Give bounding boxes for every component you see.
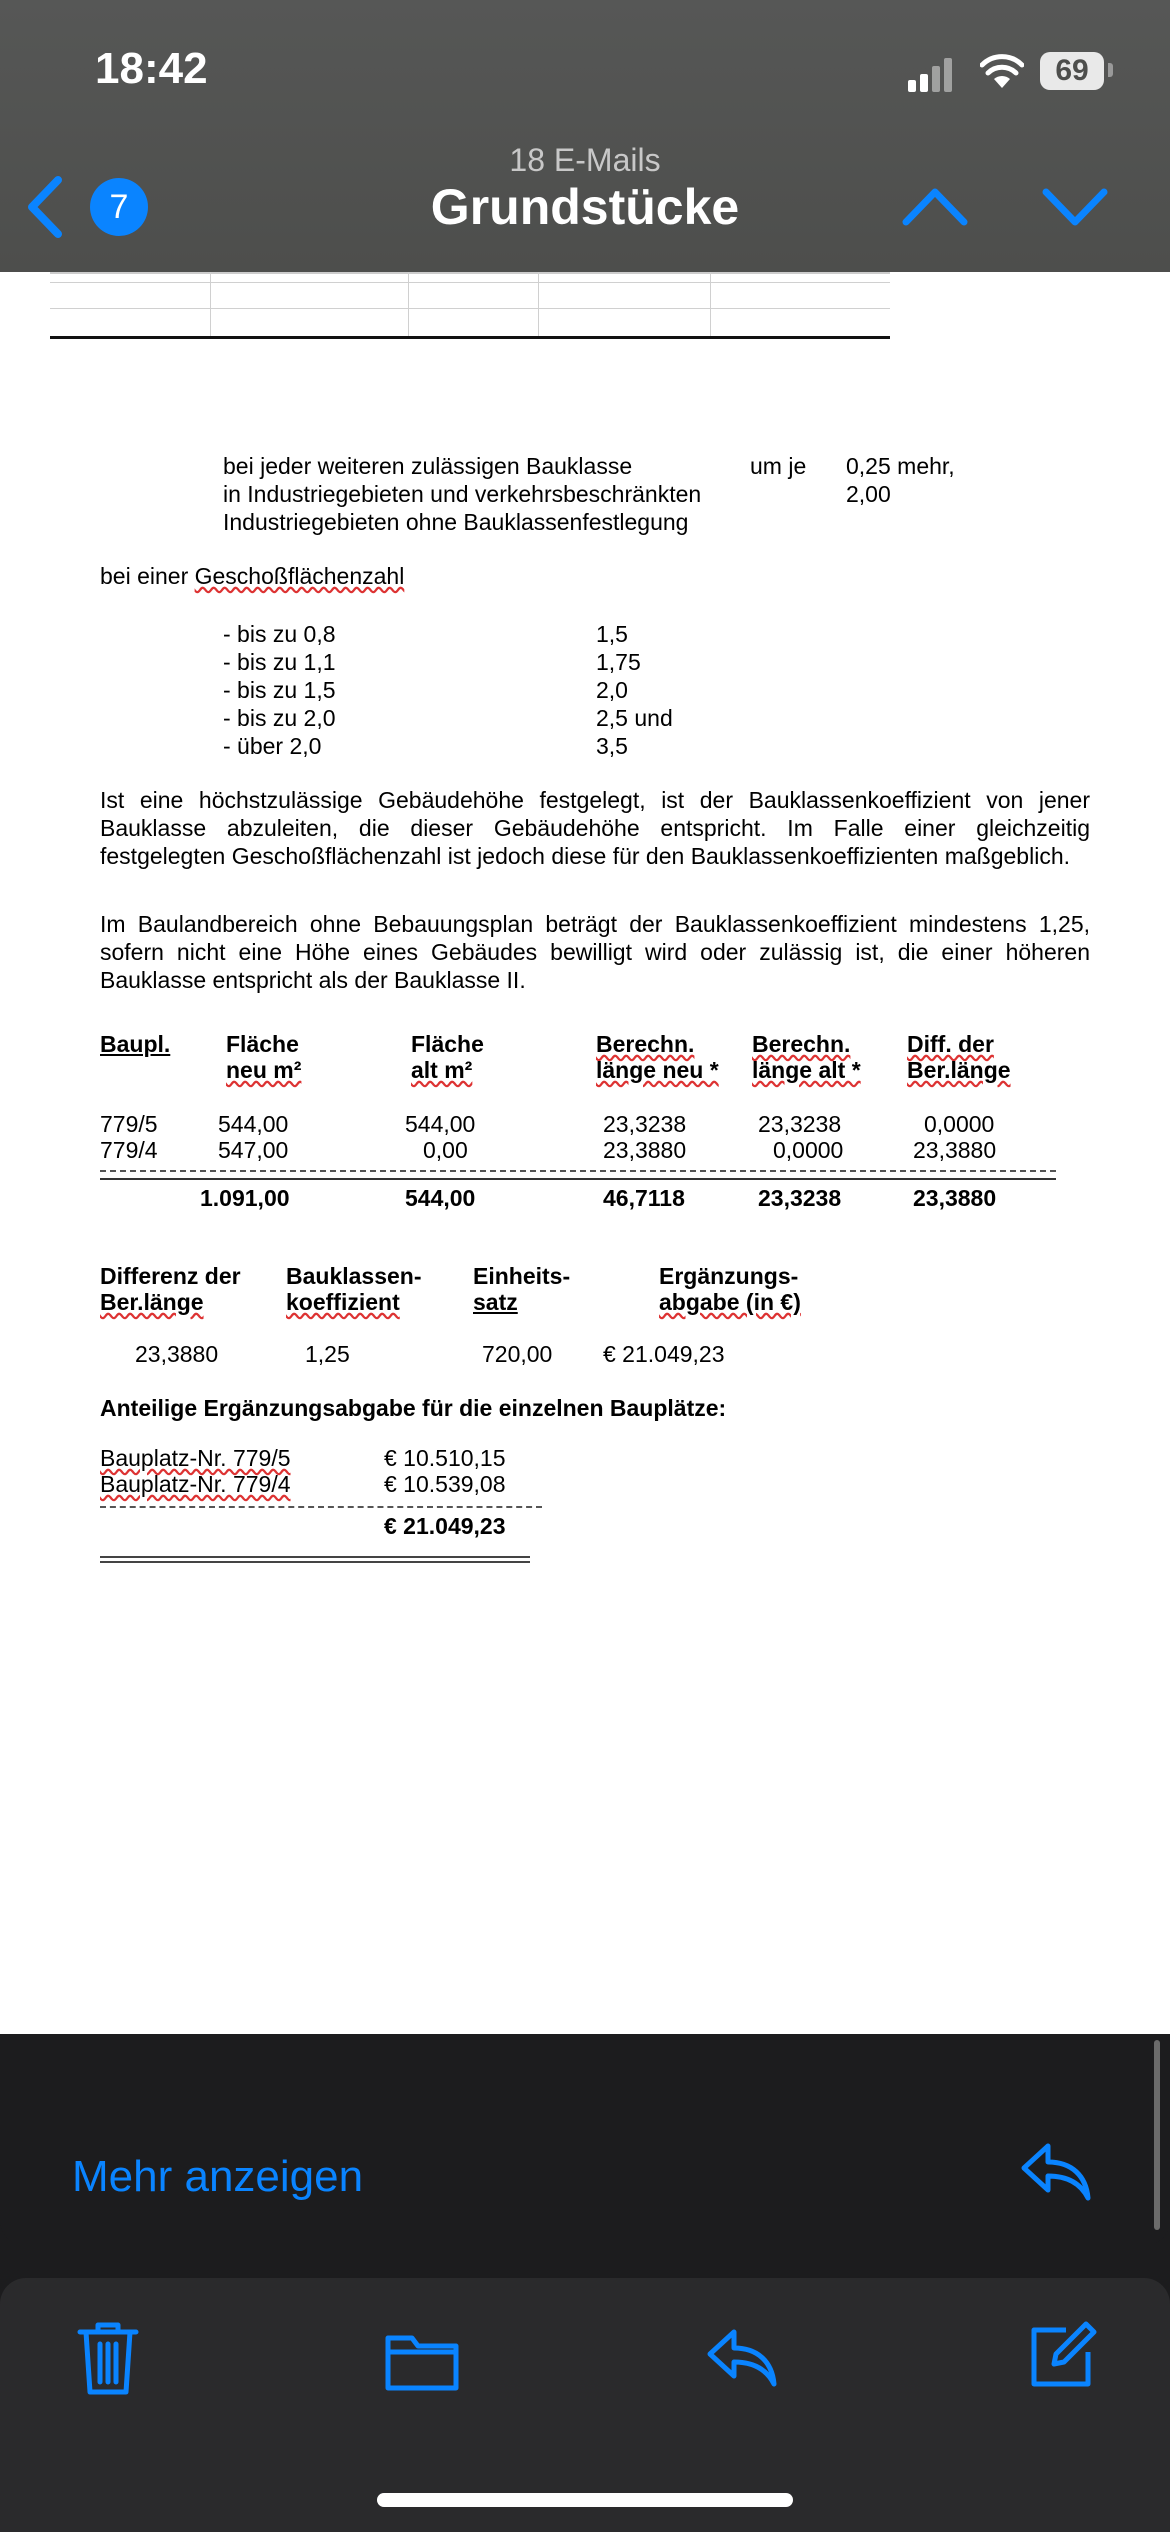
table1-header-baupl: Baupl. — [100, 1031, 171, 1057]
paragraph-baulandbereich: Im Baulandbereich ohne Bebauungsplan beträgt der Bauklassenkoeffizient mindestens 1,25, sofern nicht eine Höhe eines Gebäudes bewilligt wird oder zulässig ist, die einer höheren Bauklasse entspricht als der Bauklasse II. — [100, 911, 1090, 993]
table-col-rule — [210, 272, 211, 336]
bauklasse-value-2: 2,00 — [846, 481, 891, 507]
gfz-item-label: - bis zu 1,1 — [223, 649, 336, 675]
table1-dashed-rule — [100, 1170, 1056, 1172]
gfz-item-value: 2,0 — [596, 677, 628, 703]
gfz-item-value: 1,75 — [596, 649, 641, 675]
table1-cell: 23,3880 — [913, 1137, 997, 1163]
gfz-intro — [100, 562, 404, 590]
table1-cell: 779/4 — [100, 1137, 158, 1163]
table1-cell: 547,00 — [218, 1137, 289, 1163]
table-col-rule — [408, 272, 409, 336]
battery-tip — [1108, 63, 1113, 77]
table1-cell: 544,00 — [405, 1111, 476, 1137]
table2-value: € 21.049,23 — [603, 1341, 725, 1367]
wifi-icon — [980, 52, 1024, 90]
paragraph-gebaeudehoehe: Ist eine höchstzulässige Gebäudehöhe festgelegt, ist der Bauklassenkoeffizient von jener Bauklasse abzuleiten, die dieser Gebäudehöhe entspricht. Im Falle einer gleichzeitig festgelegten Geschoßflächenzahl ist jedoch diese für den Bauklassenkoeffizienten maßgeblich. — [100, 787, 1090, 869]
compose-icon[interactable] — [1026, 2320, 1098, 2392]
show-more-link[interactable]: Mehr anzeigen — [72, 2152, 364, 2201]
gfz-item-label: - bis zu 1,5 — [223, 677, 336, 703]
table1-total: 46,7118 — [603, 1185, 685, 1211]
table1-header-flaeche-neu-2: neu m² — [226, 1057, 302, 1083]
table-col-rule — [710, 272, 711, 336]
table-rule — [50, 272, 890, 274]
reply-icon[interactable] — [704, 2326, 780, 2390]
page-title: Grundstücke — [430, 179, 740, 235]
gfz-item-label: - bis zu 0,8 — [223, 621, 336, 647]
table-bottom-rule — [50, 336, 890, 339]
table1-cell: 23,3238 — [758, 1111, 842, 1137]
gfz-intro-word: Geschoßflächenzahl — [194, 563, 405, 589]
table2-value: 720,00 — [482, 1341, 553, 1367]
table2-header-3b: satz — [473, 1289, 518, 1315]
table2-header-4b: abgabe (in €) — [659, 1289, 801, 1315]
table2-value: 23,3880 — [135, 1341, 219, 1367]
cellular-signal-icon — [908, 54, 956, 92]
table1-header-diff-1: Diff. der — [907, 1031, 994, 1057]
table-rule — [50, 282, 890, 283]
table2-header-4a: Ergänzungs- — [659, 1263, 799, 1289]
battery-indicator: 69 — [1040, 52, 1104, 90]
status-time: 18:42 — [95, 44, 208, 93]
table1-header-laenge-alt-1: Berechn. — [752, 1031, 851, 1057]
more-bar — [0, 2034, 1170, 2246]
table-col-rule — [538, 272, 539, 336]
bauklasse-value-1: 0,25 mehr, — [846, 453, 955, 479]
table2-header-3a: Einheits- — [473, 1263, 571, 1289]
bauklasse-umje: um je — [750, 453, 807, 479]
reply-icon[interactable] — [1018, 2140, 1094, 2204]
table2-header-1b: Ber.länge — [100, 1289, 204, 1315]
anteil-row-value: € 10.539,08 — [384, 1471, 506, 1497]
anteil-row-label: Bauplatz-Nr. 779/5 — [100, 1445, 291, 1471]
table2-header-2b: koeffizient — [286, 1289, 400, 1315]
bauklasse-line-3: Industriegebieten ohne Bauklassenfestlegung — [223, 509, 689, 535]
table-rule — [50, 308, 890, 309]
trash-icon[interactable] — [76, 2320, 140, 2396]
table1-total: 23,3880 — [913, 1185, 997, 1211]
gfz-item-value: 2,5 und — [596, 705, 673, 731]
up-chevron-icon[interactable] — [900, 182, 970, 232]
table1-header-laenge-neu-2: länge neu * — [596, 1057, 719, 1083]
table1-cell: 779/5 — [100, 1111, 158, 1137]
bauklasse-line-2: in Industriegebieten und verkehrsbeschränkten — [223, 481, 702, 507]
table1-total: 1.091,00 — [200, 1185, 290, 1211]
gfz-item-label: - über 2,0 — [223, 733, 322, 759]
anteil-total: € 21.049,23 — [384, 1513, 506, 1539]
table1-cell: 0,00 — [423, 1137, 468, 1163]
table1-header-flaeche-neu-1: Fläche — [226, 1031, 299, 1057]
table1-total: 544,00 — [405, 1185, 476, 1211]
table1-cell: 544,00 — [218, 1111, 289, 1137]
table1-header-laenge-alt-2: länge alt * — [752, 1057, 861, 1083]
table2-value: 1,25 — [305, 1341, 350, 1367]
table1-cell: 23,3880 — [603, 1137, 687, 1163]
table1-header-flaeche-alt-1: Fläche — [411, 1031, 484, 1057]
down-chevron-icon[interactable] — [1040, 182, 1110, 232]
mail-count-subtitle: 18 E-Mails — [509, 142, 661, 178]
table1-cell: 23,3238 — [603, 1111, 687, 1137]
anteil-row-value: € 10.510,15 — [384, 1445, 506, 1471]
home-indicator[interactable] — [377, 2493, 793, 2507]
anteil-dashed-rule — [100, 1506, 542, 1508]
table1-total: 23,3238 — [758, 1185, 842, 1211]
gfz-item-value: 3,5 — [596, 733, 628, 759]
table1-cell: 0,0000 — [924, 1111, 995, 1137]
pdf-document — [0, 272, 1170, 2034]
scrollbar-thumb[interactable] — [1154, 2040, 1160, 2230]
table2-header-1a: Differenz der — [100, 1263, 241, 1289]
anteil-row-label: Bauplatz-Nr. 779/4 — [100, 1471, 291, 1497]
gfz-item-label: - bis zu 2,0 — [223, 705, 336, 731]
gfz-item-value: 1,5 — [596, 621, 628, 647]
back-count-badge[interactable]: 7 — [90, 178, 148, 236]
anteil-heading: Anteilige Ergänzungsabgabe für die einzelnen Bauplätze: — [100, 1395, 727, 1421]
folder-icon[interactable] — [384, 2330, 460, 2392]
anteil-double-rule — [100, 1556, 530, 1563]
table1-header-flaeche-alt-2: alt m² — [411, 1057, 473, 1083]
table1-cell: 0,0000 — [773, 1137, 844, 1163]
table1-header-diff-2: Ber.länge — [907, 1057, 1011, 1083]
gfz-intro-prefix: bei einer — [100, 563, 195, 589]
table1-header-laenge-neu-1: Berechn. — [596, 1031, 695, 1057]
table2-header-2a: Bauklassen- — [286, 1263, 422, 1289]
bauklasse-line-1: bei jeder weiteren zulässigen Bauklasse — [223, 453, 633, 479]
table1-sum-rule — [100, 1178, 1056, 1180]
